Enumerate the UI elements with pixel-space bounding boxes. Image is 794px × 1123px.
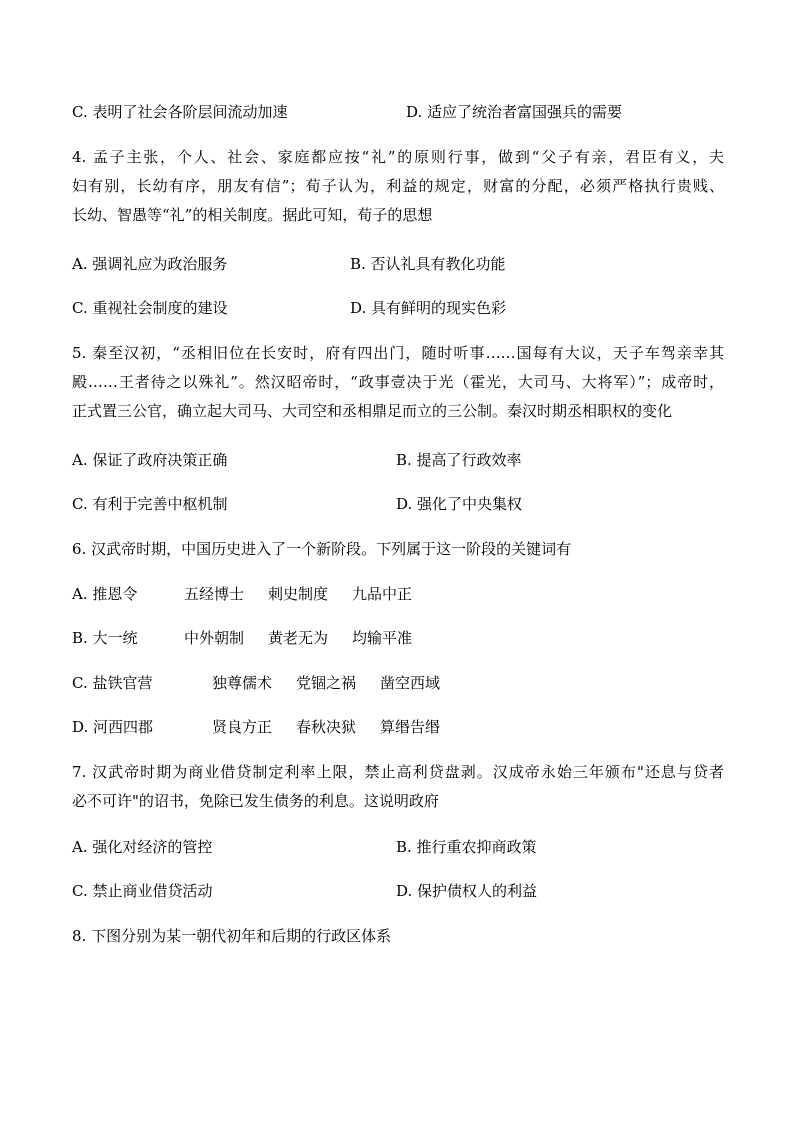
q6-option-d-label: D. 河西四郡 [72,718,154,736]
q4-stem-line-2: 妇有别，长幼有序，朋友有信”；荀子认为，利益的规定，财富的分配，必须严格执行贵贱、 [72,177,724,195]
q5-stem-line-3: 正式置三公官，确立起大司马、大司空和丞相鼎足而立的三公制。秦汉时期丞相职权的变化 [72,402,673,420]
q7-stem [72,762,724,820]
q6-option-d-item-1: 贤良方正 [212,718,273,736]
q5-option-b: B. 提高了行政效率 [396,451,522,469]
q4-stem-line-3: 长幼、智愚等“礼”的相关制度。据此可知，荀子的思想 [72,206,433,224]
q8-stem: 8. 下图分别为某一朝代初年和后期的行政区体系 [72,927,392,945]
q6-option-c-item-3: 凿空西域 [380,674,441,692]
q6-option-d-item-2: 春秋决狱 [296,718,357,736]
q6-option-b-item-3: 均输平准 [352,629,413,647]
q5-stem [72,343,724,430]
q5-stem-line-1: 5. 秦至汉初，“丞相旧位在长安时，府有四出门，随时听事……国每有大议，天子车驾亲幸其 [72,344,724,362]
q3-option-d: D. 适应了统治者富国强兵的需要 [406,103,623,121]
q4-stem [72,147,724,234]
q6-option-b-label: B. 大一统 [72,629,138,647]
q4-stem-line-1: 4. 孟子主张，个人、社会、家庭都应按“礼”的原则行事，做到“父子有亲，君臣有义，夫 [72,148,724,166]
q7-stem-line-1: 7. 汉武帝时期为商业借贷制定利率上限，禁止高利贷盘剥。汉成帝永始三年颁布"还息与贷者 [72,763,724,781]
q6-option-a-item-2: 刺史制度 [268,585,329,603]
q6-option-a-item-3: 九品中正 [352,585,413,603]
q5-option-c: C. 有利于完善中枢机制 [72,495,228,513]
q4-option-b: B. 否认礼具有教化功能 [350,255,506,273]
q6-option-a-item-1: 五经博士 [184,585,245,603]
q5-option-d: D. 强化了中央集权 [396,495,523,513]
q7-option-d: D. 保护债权人的利益 [396,882,538,900]
q6-option-b-item-1: 中外朝制 [184,629,245,647]
q6-option-c-label: C. 盐铁官营 [72,674,153,692]
q5-stem-line-2: 殿……王者待之以殊礼”。然汉昭帝时，“政事壹决于光（霍光，大司马、大将军）”；成帝时， [72,373,724,391]
q6-option-c-item-2: 党锢之祸 [296,674,357,692]
q7-stem-line-2: 必不可许"的诏书，免除已发生债务的利息。这说明政府 [72,792,439,810]
q7-option-b: B. 推行重农抑商政策 [396,838,537,856]
q4-option-d: D. 具有鲜明的现实色彩 [350,299,507,317]
q4-option-a: A. 强调礼应为政治服务 [72,255,228,273]
q6-stem: 6. 汉武帝时期，中国历史进入了一个新阶段。下列属于这一阶段的关键词有 [72,540,572,558]
q3-option-c: C. 表明了社会各阶层间流动加速 [72,103,288,121]
q6-option-a-label: A. 推恩令 [72,585,138,603]
q6-option-b-item-2: 黄老无为 [268,629,329,647]
q7-option-a: A. 强化对经济的管控 [72,838,213,856]
q4-option-c: C. 重视社会制度的建设 [72,299,228,317]
q5-option-a: A. 保证了政府决策正确 [72,451,228,469]
q6-option-d-item-3: 算缗告缗 [380,718,441,736]
q7-option-c: C. 禁止商业借贷活动 [72,882,213,900]
q6-option-c-item-1: 独尊儒术 [212,674,273,692]
